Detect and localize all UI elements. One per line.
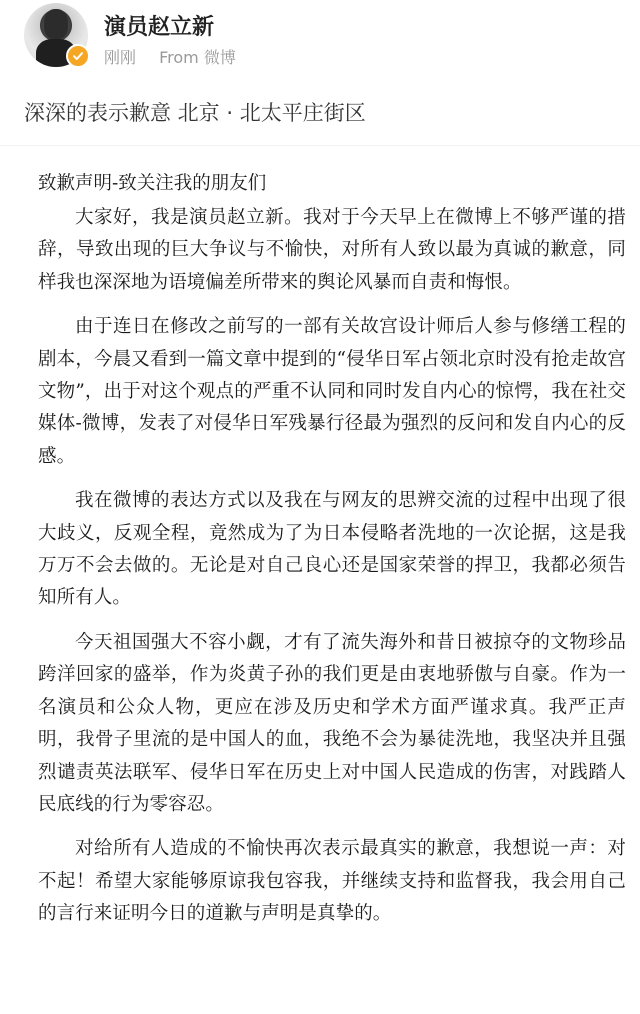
username[interactable]: 演员赵立新 xyxy=(104,15,215,40)
post-meta xyxy=(104,45,236,68)
post-time: 刚刚 xyxy=(104,48,137,67)
avatar[interactable] xyxy=(24,3,88,67)
statement-paragraph: 由于连日在修改之前写的一部有关故宫设计师后人参与修缮工程的剧本，今晨又看到一篇文章中提到的“侵华日军占领北京时没有抢走故宫文物”，出于对这个观点的严重不认同和同时发自内心的惊愕，我在社交媒体-微博，发表了对侵华日军残暴行径最为强烈的反问和发自内心的反感。 xyxy=(38,316,626,467)
statement-paragraph: 今天祖国强大不容小觑，才有了流失海外和昔日被掠夺的文物珍品跨洋回家的盛举，作为炎黄子孙的我们更是由衷地骄傲与自豪。作为一名演员和公众人物，更应在涉及历史和学术方面严谨求真。我严正声明，我骨子里流的是中国人的血，我绝不会为暴徒洗地，我坚决并且强烈谴责英法联军、侵华日军在历史上对中国人民造成的伤害，对践踏人民底线的行为零容忍。 xyxy=(38,631,626,815)
statement-image[interactable] xyxy=(38,168,626,943)
post-header xyxy=(0,0,640,84)
statement-paragraph: 我在微博的表达方式以及我在与网友的思辨交流的过程中出现了很大歧义，反观全程，竟然成为了为日本侵略者洗地的一次论据，这是我万万不会去做的。无论是对自己良心还是国家荣誉的捍卫，我都必须告知所有人。 xyxy=(38,490,626,609)
statement-paragraph: 大家好，我是演员赵立新。我对于今天早上在微博上不够严谨的措辞，导致出现的巨大争议与不愉快，对所有人致以最为真诚的歉意，同样我也深深地为语境偏差所带来的舆论风暴而自责和悔恨。 xyxy=(38,207,626,293)
post-text: 深深的表示歉意 北京 · 北太平庄街区 xyxy=(24,101,366,125)
statement-paragraph: 对给所有人造成的不愉快再次表示最真实的歉意，我想说一声：对不起！希望大家能够原谅我包容我，并继续支持和监督我，我会用自己的言行来证明今日的道歉与声明是真挚的。 xyxy=(38,838,626,925)
verified-badge-icon xyxy=(66,44,90,68)
post-source[interactable]: From 微博 xyxy=(159,48,236,67)
statement-title: 致歉声明-致关注我的朋友们 xyxy=(38,173,267,194)
divider xyxy=(0,145,640,146)
